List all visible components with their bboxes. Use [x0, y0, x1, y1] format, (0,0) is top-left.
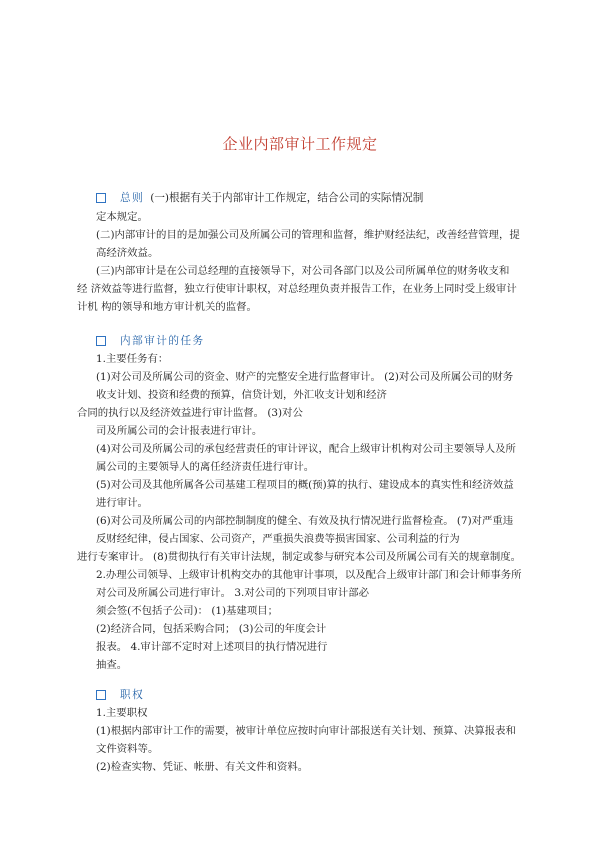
paragraph-line: 进行审计。 [96, 497, 148, 509]
section-heading-label: 总则 [120, 192, 145, 204]
paragraph-line: (2)经济合同，包括采购合同； (3)公司的年度会计 [96, 623, 327, 635]
paragraph-line: (5)对公司及其他所属各公司基建工程项目的概(预)算的执行、建设成本的真实性和经济效益 [96, 479, 514, 491]
paragraph-line: (6)对公司及所属公司的内部控制制度的健全、有效及执行情况进行监督检查。 (7)对严重违 [96, 515, 514, 527]
paragraph-line: 属公司的主要领导人的离任经济责任进行审计。 [96, 461, 315, 473]
paragraph-line: 反财经纪律，侵占国家、公司资产，严重损失浪费等损害国家、公司利益的行为 [96, 533, 460, 545]
paragraph-line: 1.主要任务有： [96, 353, 169, 365]
section-heading-tasks [96, 333, 205, 348]
paragraph-line: (2)检查实物、凭证、帐册、有关文件和资料。 [96, 761, 309, 773]
section-heading-general [96, 190, 423, 205]
paragraph-line: 对公司及所属公司进行审计。 3.对公司的下列项目审计部必 [96, 587, 369, 599]
section-heading-authority [96, 687, 144, 702]
paragraph-line: 经 济效益等进行监督，独立行使审计职权，对总经理负责并报告工作，在业务上同时受上级审计 [77, 283, 517, 295]
paragraph-line: (4)对公司及所属公司的承包经营责任的审计评议，配合上级审计机构对公司主要领导人及所 [96, 443, 516, 455]
paragraph-line: 进行专案审计。 (8)贯彻执行有关审计法规，制定或参与研究本公司及所属公司有关的规章制度。 [77, 551, 522, 563]
paragraph-line: 文件资料等。 [96, 743, 159, 755]
paragraph-line: 收支计划、投资和经费的预算，信贷计划，外汇收支计划和经济 [96, 389, 387, 401]
paragraph-line: 须会签(不包括子公司)： (1)基建项目； [96, 605, 278, 617]
checkbox-square-icon [96, 690, 106, 700]
paragraph-line: 合同的执行以及经济效益进行审计监督。 (3)对公 [77, 407, 303, 419]
paragraph-line: 2.办理公司领导、上级审计机构交办的其他审计事项，以及配合上级审计部门和会计师事务所 [96, 569, 522, 581]
paragraph-line: 计机 构的领导和地方审计机关的监督。 [77, 301, 257, 313]
paragraph-line: 报表。 4.审计部不定时对上述项目的执行情况进行 [96, 641, 328, 653]
checkbox-square-icon [96, 336, 106, 346]
paragraph-line: (三)内部审计是在公司总经理的直接领导下，对公司各部门以及公司所属单位的财务收支和 [96, 265, 510, 277]
paragraph-line: 定本规定。 [96, 211, 148, 223]
checkbox-square-icon [96, 193, 106, 203]
paragraph-line: (1)根据内部审计工作的需要，被审计单位应按时向审计部报送有关计划、预算、决算报表和 [96, 725, 516, 737]
paragraph-line: 抽查。 [96, 659, 128, 671]
paragraph-line: 司及所属公司的会计报表进行审计。 [96, 425, 263, 437]
section-heading-label: 职权 [120, 689, 145, 701]
page-title: 企业内部审计工作规定 [222, 135, 378, 153]
paragraph-line: (二)内部审计的目的是加强公司及所属公司的管理和监督，维护财经法纪，改善经营管理，提 [96, 229, 520, 241]
paragraph-line: (一)根据有关于内部审计工作规定，结合公司的实际情况制 [150, 192, 424, 204]
paragraph-line: 1.主要职权 [96, 707, 148, 719]
paragraph-line: (1)对公司及所属公司的资金、财产的完整安全进行监督审计。 (2)对公司及所属公司的财务 [96, 371, 514, 383]
section-heading-label: 内部审计的任务 [120, 335, 205, 347]
paragraph-line: 高经济效益。 [96, 247, 159, 259]
